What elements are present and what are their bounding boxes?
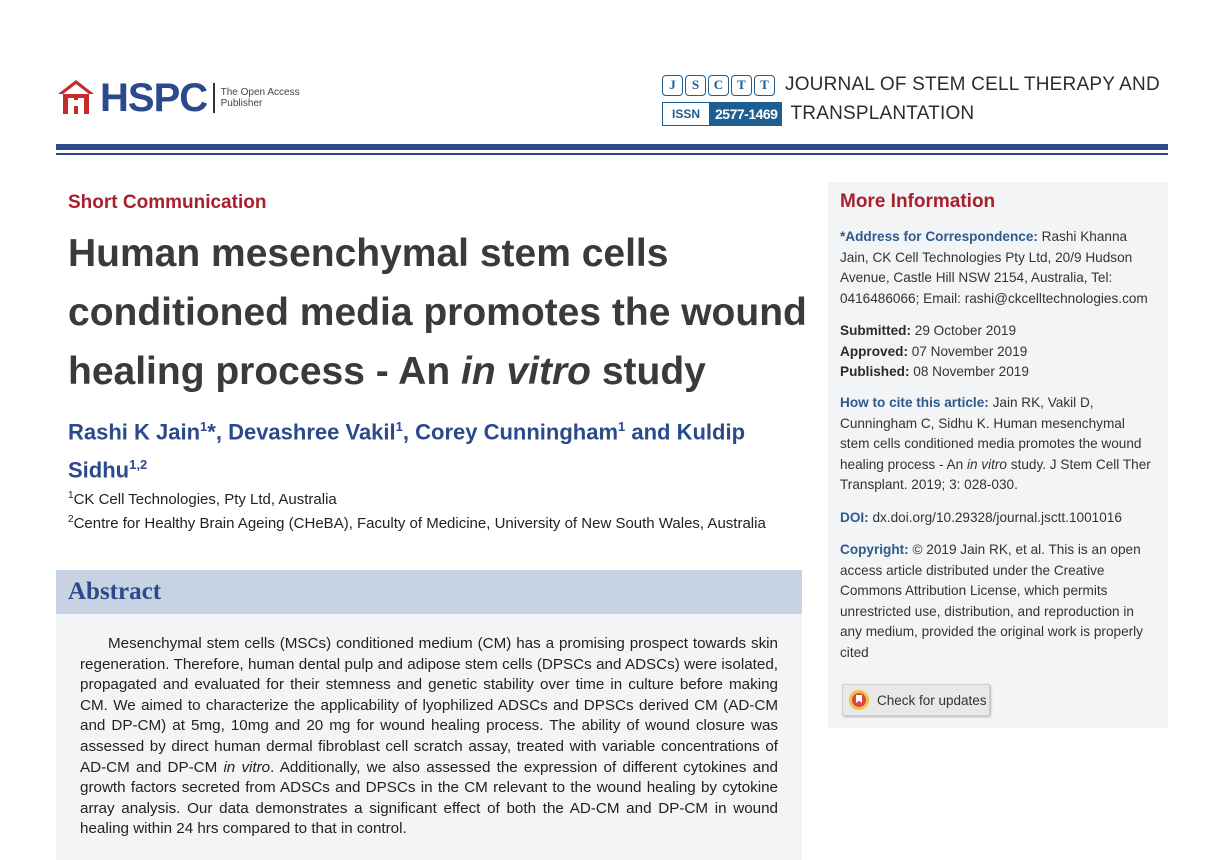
- abstract-italic: in vitro: [223, 758, 271, 776]
- publisher-tagline: The Open Access Publisher: [220, 87, 300, 109]
- issn-row: [662, 102, 1160, 126]
- abstract-text-part: Mesenchymal stem cells (MSCs) conditioned medium (CM) has a promising prospect towards skin regeneration. Therefore, human dental pulp and adipose stem cells (DPSCs and ADSCs) were isolated, propagated and evaluated for their stemness and genetic stability over time in culture before making CM. We aimed to characterize the applicability of lyophilized ADSCs and DPSCs derived CM (AD-CM and DP-CM) at 5mg, 10mg and 20 mg for wound healing process. The ability of wound closure was assessed by direct human dermal fibroblast cell scratch assay, treated with variable concentrations of AD-CM and DP-CM: [80, 635, 778, 776]
- submitted-label: Submitted:: [840, 323, 911, 338]
- submitted-date: [840, 321, 1158, 342]
- article-title: [68, 224, 808, 401]
- affiliation-sup: 2: [68, 514, 74, 525]
- check-for-updates-label: Check for updates: [877, 692, 987, 708]
- more-information-panel: [828, 182, 1168, 728]
- published-label: Published:: [840, 364, 910, 379]
- author-list: [68, 410, 808, 487]
- author-name[interactable]: Corey Cunningham: [415, 419, 619, 445]
- title-italic: in vitro: [460, 350, 591, 393]
- doi-label: DOI:: [840, 510, 869, 525]
- cite-label: How to cite this article:: [840, 395, 989, 410]
- author-sup: 1: [395, 419, 403, 434]
- affiliation: [68, 514, 766, 532]
- cite-italic: in vitro: [966, 456, 1007, 472]
- cite-text: Jain RK, Vakil D, Cunningham C, Sidhu K. Human mesenchymal stem cells conditioned media promotes the wound healing process - An: [840, 395, 1142, 472]
- doi-link[interactable]: dx.doi.org/10.29328/journal.jsctt.1001016: [868, 510, 1122, 525]
- affiliation-text: Centre for Healthy Brain Ageing (CHeBA), Faculty of Medicine, University of New South Wales, Australia: [73, 515, 766, 532]
- journal-title-line1: JOURNAL OF STEM CELL THERAPY AND: [785, 74, 1160, 95]
- logo-divider: [213, 83, 215, 113]
- abstract-body: [56, 614, 802, 860]
- address-label: *Address for Correspondence:: [840, 229, 1038, 244]
- author-sup: 1,2: [129, 457, 148, 473]
- author-sup: 1: [618, 419, 626, 434]
- header-rule-thin: [56, 153, 1168, 155]
- abstract-text: [80, 634, 778, 840]
- crossmark-icon: [849, 690, 869, 710]
- cite-text-end: study. J Stem Cell Ther Transplant. 2019; 3: 028-030.: [840, 456, 1151, 492]
- article-dates: [840, 321, 1158, 383]
- journal-letter: S: [685, 75, 706, 96]
- approved-value: 07 November 2019: [907, 343, 1028, 359]
- journal-letter: T: [731, 75, 752, 96]
- title-main: Human mesenchymal stem cells conditioned media promotes the wound healing process - An: [68, 232, 807, 393]
- copyright-text: © 2019 Jain RK, et al. This is an open access article distributed under the Creative Commons Attribution License, which permits unrestricted use, distribution, and reproduction in any medium, provided the original work is properly cited: [840, 542, 1143, 660]
- affiliation: [68, 490, 337, 508]
- header-rule: [56, 144, 1168, 150]
- published-date: [840, 362, 1158, 383]
- journal-letter: C: [708, 75, 729, 96]
- author-name[interactable]: Devashree Vakil: [228, 419, 396, 445]
- author-sep: and: [625, 419, 677, 445]
- journal-letter: T: [754, 75, 775, 96]
- journal-acronym: [662, 74, 1160, 96]
- abstract-text-part: . Additionally, we also assessed the expression of different cytokines and growth factors secreted from ADSCs and DPSCs in the CM relevant to the wound healing by cytokine array analysis. Our data demonstrates a significant effect of both the AD-CM and DP-CM in wound healing within 24 hrs compared to that in control.: [80, 758, 778, 838]
- doi: [840, 508, 1158, 529]
- copyright: [840, 540, 1158, 663]
- journal-title-line2: TRANSPLANTATION: [790, 103, 975, 124]
- author-sep: *,: [207, 419, 229, 445]
- approved-label: Approved:: [840, 343, 908, 359]
- title-end: study: [591, 350, 706, 393]
- journal-letter: J: [662, 75, 683, 96]
- address-text[interactable]: Rashi Khanna Jain, CK Cell Technologies Pty Ltd, 20/9 Hudson Avenue, Castle Hill NSW 2154, Australia, Tel: 0416486066; Email: rashi@ckcelltechnologies.com: [840, 229, 1148, 306]
- abstract-heading-bar: [56, 570, 802, 614]
- approved-date: [840, 342, 1158, 363]
- issn-label: ISSN: [662, 102, 710, 126]
- check-for-updates-button[interactable]: [842, 684, 990, 716]
- submitted-value: 29 October 2019: [910, 323, 1017, 338]
- copyright-label: Copyright:: [840, 542, 909, 557]
- published-value: 08 November 2019: [909, 364, 1029, 379]
- correspondence-address: [840, 227, 1158, 309]
- author-name[interactable]: Kuldip Sidhu: [68, 419, 746, 483]
- affiliation-text: CK Cell Technologies, Pty Ltd, Australia: [73, 491, 337, 508]
- journal-logo[interactable]: [662, 74, 1160, 126]
- publisher-name: HSPC: [100, 76, 208, 120]
- article-category: Short Communication: [68, 192, 267, 213]
- abstract-heading: Abstract: [68, 578, 162, 605]
- author-name[interactable]: Rashi K Jain: [68, 419, 201, 445]
- author-sup: 1: [200, 419, 208, 434]
- publisher-logo[interactable]: [56, 76, 313, 120]
- house-logo-icon: [56, 78, 96, 118]
- issn-value: 2577-1469: [710, 102, 782, 126]
- sidebar-heading: More Information: [840, 191, 996, 212]
- author-sep: ,: [402, 419, 416, 445]
- affiliation-sup: 1: [68, 490, 74, 501]
- citation: [840, 393, 1158, 496]
